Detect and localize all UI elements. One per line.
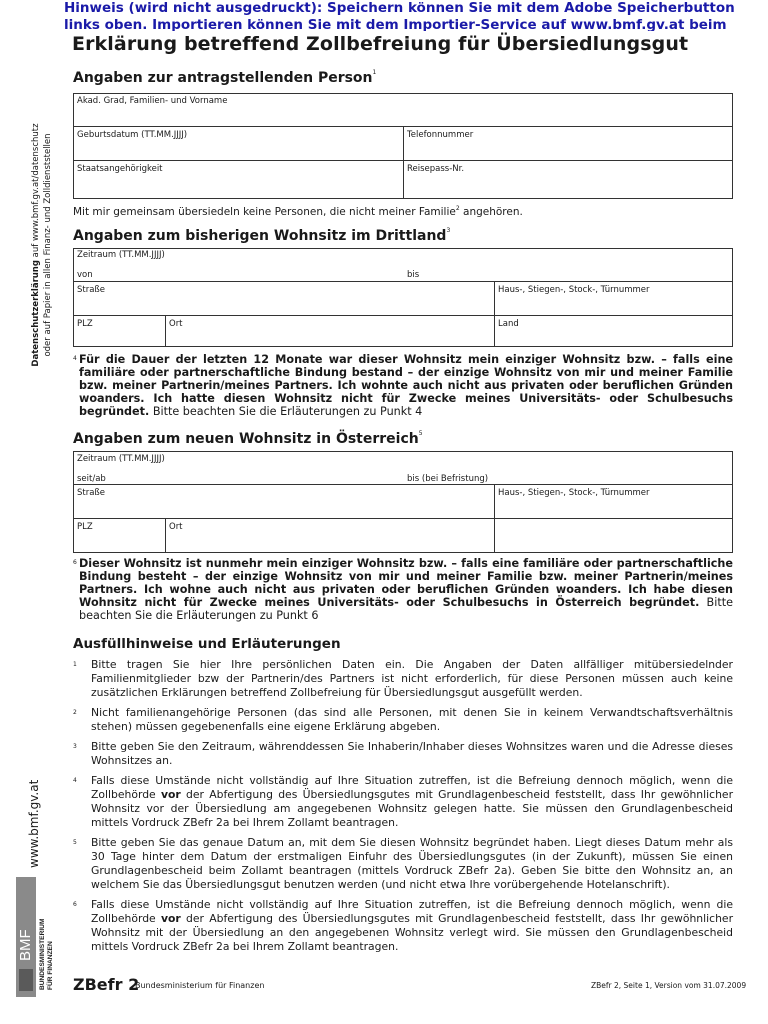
note-text-2: Nicht familienangehörige Personen (das sind alle Personen, mit denen Sie in keinem Verwandtschaftsverhältnis stehen) müssen gegebenenfalls eine eigene Erklärung abgeben. xyxy=(91,706,733,733)
note-number-1: 1 xyxy=(73,661,77,668)
previous-country-field[interactable]: Land xyxy=(498,319,519,329)
previous-to-field[interactable]: bis xyxy=(407,270,420,280)
family-statement xyxy=(73,206,523,218)
footer-version: ZBefr 2, Seite 1, Version vom 31.07.2009 xyxy=(591,981,747,990)
new-statement-note: Bitte beachten Sie die Erläuterungen zu Punkt 6 xyxy=(79,596,733,622)
print-hint-line-2: links oben. Importieren können Sie mit dem Importier-Service auf www.bmf.gv.at beim xyxy=(64,17,727,31)
note-number-6: 6 xyxy=(73,901,77,908)
family-statement-text-a: Mit mir gemeinsam übersiedeln keine Personen, die nicht meiner Familie xyxy=(73,206,456,218)
section-previous-residence-heading-text: Angaben zum bisherigen Wohnsitz im Drittland xyxy=(73,228,447,244)
footnote-ref-2: 2 xyxy=(455,205,460,212)
bmf-logo-graphic xyxy=(16,877,56,997)
note-item-6 xyxy=(73,898,733,954)
note-text-5: Bitte geben Sie das genaue Datum an, mit dem Sie diesen Wohnsitz begründet haben. Liegt dieses Datum mehr als 30 Tage hinter dem Datum der erstmaligen Einfuhr des Übersiedlungsgutes (in der Zukunft), müssen Sie einen Grundlagenbescheid beim Zollamt beantragen (mittels Vordruck ZBefr 2a). Geben Sie bitte den Wohnsitz an, an welchem Sie das Übersiedlungsgut benutzen werden (und nicht etwa Ihre vorübergehende Hotelanschrift). xyxy=(91,836,733,891)
previous-house-field[interactable]: Haus-, Stiegen-, Stock-, Türnummer xyxy=(498,285,650,295)
note-text-6: Falls diese Umstände nicht vollständig auf Ihre Situation zutreffen, ist die Befreiung dennoch möglich, wenn die Zollbehörde vor der Abfertigung des Übersiedlungsgutes mit Grundlagenbescheid feststellt, dass Ihr gewöhnlicher Wohnsitz mit der Übersiedlung an den angegebenen Wohnsitz verlegt wird. Sie müssen den Grundlagenbescheid mittels Vordruck ZBefr 2a bei Ihrem Zollamt beantragen. xyxy=(91,898,734,953)
note-number-5: 5 xyxy=(73,839,77,846)
note-number-3: 3 xyxy=(73,743,77,750)
ministry-label-line-1: BUNDESMINISTERIUM xyxy=(39,918,46,990)
ministry-label-line-2: FÜR FINANZEN xyxy=(47,941,54,990)
new-zip-field[interactable]: PLZ xyxy=(77,522,93,532)
new-period-label: Zeitraum (TT.MM.JJJJ) xyxy=(77,454,165,464)
birthdate-field[interactable]: Geburtsdatum (TT.MM.JJJJ) xyxy=(77,130,188,140)
previous-residence-form-box xyxy=(73,248,733,347)
new-house-field[interactable]: Haus-, Stiegen-, Stock-, Türnummer xyxy=(498,488,650,498)
footnote-ref-5: 5 xyxy=(418,430,423,437)
note-item-4 xyxy=(73,774,733,830)
footnote-marker-4: 4 xyxy=(73,355,77,362)
new-street-field[interactable]: Straße xyxy=(77,488,106,498)
section-new-residence-heading xyxy=(73,431,423,447)
bmf-logo xyxy=(16,877,56,997)
note-item-2 xyxy=(73,706,733,734)
note-item-3 xyxy=(73,740,733,768)
new-residence-statement xyxy=(79,557,733,622)
new-residence-form-box xyxy=(73,451,733,553)
section-applicant-heading-text: Angaben zur antragstellenden Person xyxy=(73,70,373,86)
notes-heading: Ausfüllhinweise und Erläuterungen xyxy=(73,636,341,652)
footnote-ref-1: 1 xyxy=(372,69,377,76)
previous-statement-note: Bitte beachten Sie die Erläuterungen zu Punkt 4 xyxy=(152,405,423,418)
family-statement-text-b: angehören. xyxy=(463,206,523,218)
print-hint-line-1: Hinweis (wird nicht ausgedruckt): Speichern können Sie mit dem Adobe Speicherbutton xyxy=(64,0,735,16)
privacy-notice-paper: oder auf Papier in allen Finanz- und Zolldienststellen xyxy=(43,133,53,357)
previous-period-label: Zeitraum (TT.MM.JJJJ) xyxy=(77,250,165,260)
passport-field[interactable]: Reisepass-Nr. xyxy=(407,164,465,174)
note-item-5 xyxy=(73,836,733,892)
phone-field[interactable]: Telefonnummer xyxy=(407,130,474,140)
previous-street-field[interactable]: Straße xyxy=(77,285,106,295)
new-statement-bold: Dieser Wohnsitz ist nunmehr mein einziger Wohnsitz bzw. – falls eine familiäre oder partnerschaftliche Bindung besteht – der einzige Wohnsitz von mir und meiner Familie bzw. meiner Partnerin/meines Partners. Ich wohne auch nicht aus privaten oder beruflichen Gründen woanders. Ich habe diesen Wohnsitz nicht für Zwecke meines Universitäts- oder Schulbesuchs in Österreich begründet. xyxy=(79,557,733,609)
previous-place-field[interactable]: Ort xyxy=(169,319,183,329)
nationality-field[interactable]: Staatsangehörigkeit xyxy=(77,164,163,174)
print-hint xyxy=(64,0,764,31)
website-link[interactable]: www.bmf.gv.at xyxy=(27,779,41,868)
footnote-marker-6: 6 xyxy=(73,559,77,566)
note-item-1 xyxy=(73,658,733,700)
section-new-residence-heading-text: Angaben zum neuen Wohnsitz in Österreich xyxy=(73,431,419,447)
new-until-field[interactable]: bis (bei Befristung) xyxy=(407,474,489,484)
new-place-field[interactable]: Ort xyxy=(169,522,183,532)
previous-statement-bold: Für die Dauer der letzten 12 Monate war dieser Wohnsitz mein einziger Wohnsitz bzw. – falls eine familiäre oder partnerschaftliche Bindung bestand – der einzige Wohnsitz von mir und meiner Familie bzw. meiner Partnerin/meines Partners. Ich wohnte auch nicht aus privaten oder beruflichen Gründen woanders. Ich hatte diesen Wohnsitz nicht für Zwecke meines Universitäts- oder Schulbesuchs begründet. xyxy=(79,353,733,418)
previous-residence-statement xyxy=(79,353,733,418)
bmf-logo-text: BMF xyxy=(17,929,34,961)
previous-zip-field[interactable]: PLZ xyxy=(77,319,93,329)
section-applicant-heading xyxy=(73,70,376,86)
section-previous-residence-heading xyxy=(73,228,450,244)
footer-ministry: Bundesministerium für Finanzen xyxy=(135,981,265,990)
note-text-3: Bitte geben Sie den Zeitraum, währenddessen Sie Inhaberin/Inhaber dieses Wohnsitzes waren und die Adresse dieses Wohnsitzes an. xyxy=(91,740,733,767)
previous-from-field[interactable]: von xyxy=(77,270,93,280)
form-title: Erklärung betreffend Zollbefreiung für Übersiedlungsgut xyxy=(72,33,689,55)
note-text-1: Bitte tragen Sie hier Ihre persönlichen Daten ein. Die Angaben der Daten allfälliger mitübersiedelnder Familienmitglieder bzw der Partnerin/des Partners ist nicht erforderlich, für diese Personen müssen auch keine zusätzlichen Erklärungen betreffend Zollbefreiung für Übersiedlungsgut ausgefüllt werden. xyxy=(91,658,733,699)
form-id: ZBefr 2 xyxy=(73,975,140,994)
applicant-form-box xyxy=(73,93,733,199)
note-number-2: 2 xyxy=(73,709,77,716)
privacy-notice xyxy=(30,95,54,395)
note-number-4: 4 xyxy=(73,777,77,784)
privacy-notice-link[interactable]: auf www.bmf.gv.at/datenschutz xyxy=(31,123,41,258)
footnote-ref-3: 3 xyxy=(446,227,451,234)
note-text-4: Falls diese Umstände nicht vollständig auf Ihre Situation zutreffen, ist die Befreiung dennoch möglich, wenn die Zollbehörde vor der Abfertigung des Übersiedlungsgutes mit Grundlagenbescheid feststellt, dass Ihr gewöhnlicher Wohnsitz vor der Übersiedlung am angegebenen Wohnsitz gelegen hatte. Sie müssen den Grundlagenbescheid mittels Vordruck ZBefr 2a bei Ihrem Zollamt beantragen. xyxy=(91,774,734,829)
privacy-notice-title[interactable]: Datenschutzerklärung xyxy=(31,260,41,367)
name-field[interactable]: Akad. Grad, Familien- und Vorname xyxy=(77,96,228,106)
new-since-field[interactable]: seit/ab xyxy=(77,474,106,484)
